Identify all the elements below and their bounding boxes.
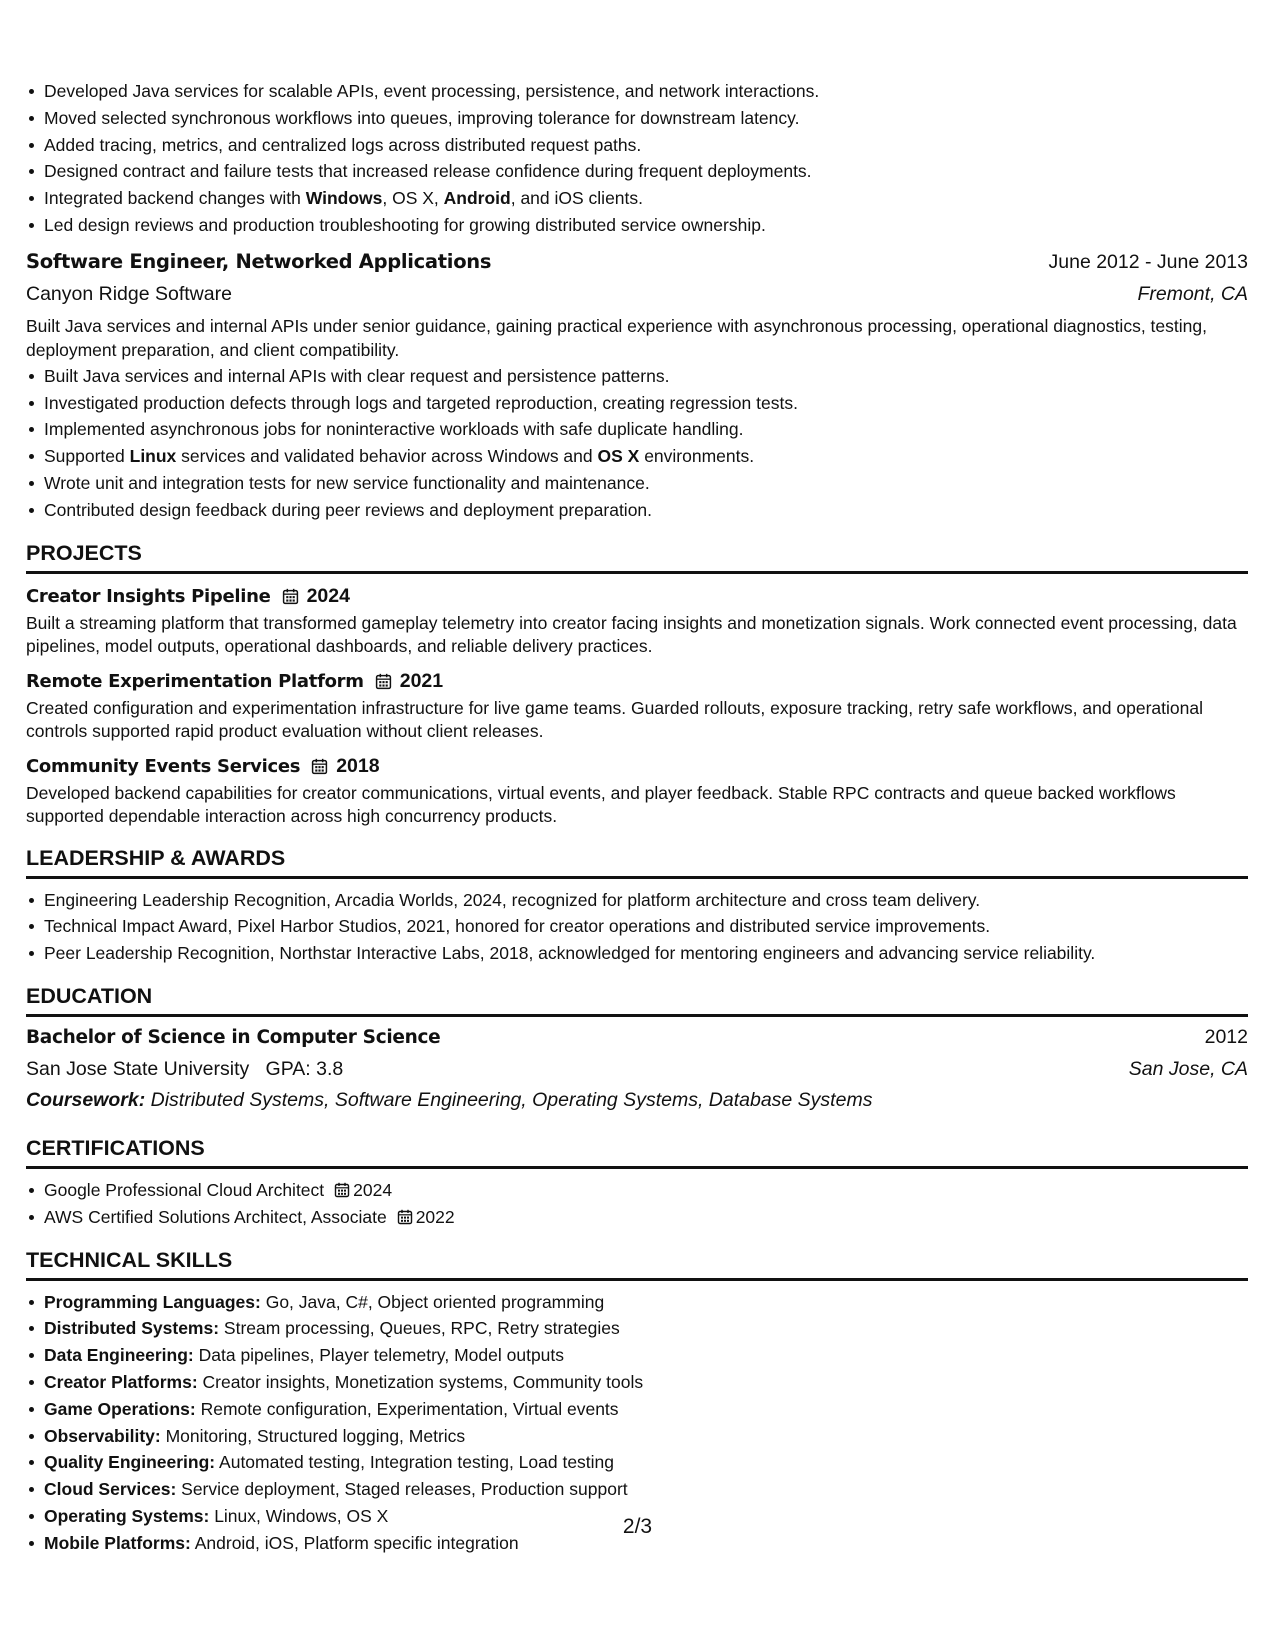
skill-label: Observability: <box>44 1425 161 1446</box>
calendar-icon <box>311 758 328 775</box>
education-degree: Bachelor of Science in Computer Science <box>26 1026 441 1048</box>
certification-year: 2024 <box>353 1179 393 1200</box>
education-school-line <box>26 1058 343 1081</box>
project-name: Remote Experimentation Platform <box>26 670 364 692</box>
list-item: Built Java services and internal APIs with clear request and persistence patterns. <box>44 363 1248 390</box>
skill-value: Android, iOS, Platform specific integration <box>190 1532 519 1553</box>
bullet-text: environments. <box>639 446 755 467</box>
skill-label: Programming Languages: <box>44 1291 261 1312</box>
skill-value: Remote configuration, Experimentation, Virtual events <box>195 1398 619 1419</box>
calendar-icon <box>375 673 392 690</box>
list-item: Implemented asynchronous jobs for noninteractive workloads with safe duplicate handling. <box>44 416 1248 443</box>
job-company: Canyon Ridge Software <box>26 282 232 305</box>
page-number: 2/3 <box>622 1515 653 1538</box>
education-gpa: GPA: 3.8 <box>265 1057 344 1080</box>
bullet-text: Supported <box>44 446 130 467</box>
calendar-icon <box>334 1182 350 1198</box>
list-item <box>44 1315 1248 1342</box>
education-coursework <box>26 1089 1248 1112</box>
list-item: Moved selected synchronous workflows into queues, improving tolerance for downstream latency. <box>44 105 1248 132</box>
list-item <box>44 1342 1248 1369</box>
bullet-keyword: OS X <box>597 446 640 467</box>
list-item <box>44 1177 1248 1204</box>
list-item: Wrote unit and integration tests for new service functionality and maintenance. <box>44 470 1248 497</box>
skill-value: Linux, Windows, OS X <box>209 1505 389 1526</box>
skill-value: Stream processing, Queues, RPC, Retry strategies <box>219 1318 620 1339</box>
bullet-keyword: Android <box>443 188 511 209</box>
skill-label: Operating Systems: <box>44 1505 210 1526</box>
job-subheader <box>26 283 1248 306</box>
job-title: Software Engineer, Networked Applications <box>26 249 492 273</box>
skill-label: Mobile Platforms: <box>44 1532 191 1553</box>
bullet-text: , OS X, <box>382 188 444 209</box>
certification-name: AWS Certified Solutions Architect, Associate <box>44 1206 387 1227</box>
project-year: 2018 <box>336 754 380 777</box>
project-name: Creator Insights Pipeline <box>26 585 271 607</box>
project-description: Built a streaming platform that transformed gameplay telemetry into creator facing insights and monetization signals. Work connected event processing, data pipelines, model outputs, operational dashboards, and reliable delivery practices. <box>26 612 1237 657</box>
resume-page <box>26 78 1248 1557</box>
project-header <box>26 585 1248 608</box>
project-description: Developed backend capabilities for creator communications, virtual events, and player feedback. Stable RPC contracts and queue backed workflows supported dependable interaction across high concurrency products. <box>26 782 1176 827</box>
list-item: Added tracing, metrics, and centralized logs across distributed request paths. <box>44 132 1248 159</box>
list-item: Designed contract and failure tests that increased release confidence during frequent deployments. <box>44 158 1248 185</box>
skill-label: Game Operations: <box>44 1398 196 1419</box>
education-school: San Jose State University <box>26 1057 250 1080</box>
certification-year: 2022 <box>415 1206 455 1227</box>
list-item: Contributed design feedback during peer reviews and deployment preparation. <box>44 497 1248 524</box>
list-item <box>44 1449 1248 1476</box>
bullet-text: , and iOS clients. <box>510 188 644 209</box>
list-item <box>44 1476 1248 1503</box>
job-header <box>26 250 1248 274</box>
coursework-label: Coursework: <box>26 1088 146 1111</box>
calendar-icon <box>282 588 299 605</box>
skill-label: Distributed Systems: <box>44 1318 220 1339</box>
list-item: Peer Leadership Recognition, Northstar Interactive Labs, 2018, acknowledged for mentoring engineers and advancing service reliability. <box>44 940 1248 967</box>
list-item: Investigated production defects through logs and targeted reproduction, creating regression tests. <box>44 390 1248 417</box>
skill-value: Automated testing, Integration testing, Load testing <box>215 1452 615 1473</box>
skill-value: Creator insights, Monetization systems, Community tools <box>197 1371 644 1392</box>
awards-list <box>26 887 1248 967</box>
certifications-list <box>26 1177 1248 1231</box>
project-header <box>26 670 1248 693</box>
skill-value: Monitoring, Structured logging, Metrics <box>160 1425 466 1446</box>
project-year: 2021 <box>399 669 444 692</box>
education-header <box>26 1026 1248 1049</box>
list-item: Led design reviews and production troubleshooting for growing distributed service ownership. <box>44 212 1248 239</box>
experience-bullets-previous <box>26 78 1248 239</box>
job-summary: Built Java services and internal APIs under senior guidance, gaining practical experience with asynchronous processing, operational diagnostics, testing, deployment preparation, and client compatibility. <box>26 315 1207 361</box>
list-item <box>44 1204 1248 1231</box>
coursework-list: Distributed Systems, Software Engineering, Operating Systems, Database Systems <box>150 1088 873 1111</box>
bullet-keyword: Linux <box>129 446 177 467</box>
certification-name: Google Professional Cloud Architect <box>44 1179 325 1200</box>
skill-value: Data pipelines, Player telemetry, Model outputs <box>193 1345 565 1366</box>
project-header <box>26 755 1248 778</box>
skill-label: Creator Platforms: <box>44 1371 198 1392</box>
list-item: Technical Impact Award, Pixel Harbor Studios, 2021, honored for creator operations and distributed service improvements. <box>44 913 1248 940</box>
bullet-text: Integrated backend changes with <box>44 188 306 209</box>
job-location: Fremont, CA <box>1137 282 1248 305</box>
calendar-icon <box>397 1209 413 1225</box>
section-title-awards: LEADERSHIP & AWARDS <box>26 846 1248 879</box>
section-title-projects: PROJECTS <box>26 541 1248 574</box>
list-item: Engineering Leadership Recognition, Arcadia Worlds, 2024, recognized for platform architecture and cross team delivery. <box>44 887 1248 914</box>
list-item: Developed Java services for scalable APIs, event processing, persistence, and network interactions. <box>44 78 1248 105</box>
bullet-keyword: Windows <box>305 188 383 209</box>
skill-value: Go, Java, C#, Object oriented programming <box>260 1291 605 1312</box>
job-bullets <box>26 363 1248 524</box>
list-item <box>44 1423 1248 1450</box>
list-item <box>44 1396 1248 1423</box>
bullet-text: services and validated behavior across Windows and <box>176 446 598 467</box>
skill-value: Service deployment, Staged releases, Production support <box>176 1479 628 1500</box>
section-title-certifications: CERTIFICATIONS <box>26 1136 1248 1169</box>
job-dates: June 2012 - June 2013 <box>1048 250 1248 273</box>
education-year: 2012 <box>1204 1025 1248 1048</box>
skill-label: Quality Engineering: <box>44 1452 216 1473</box>
project-year: 2024 <box>306 584 350 607</box>
skill-label: Data Engineering: <box>44 1345 194 1366</box>
list-item <box>44 185 1248 212</box>
skill-label: Cloud Services: <box>44 1479 177 1500</box>
list-item <box>44 1289 1248 1316</box>
section-title-education: EDUCATION <box>26 984 1248 1017</box>
list-item <box>44 443 1248 470</box>
education-subheader <box>26 1058 1248 1081</box>
project-description: Created configuration and experimentation infrastructure for live game teams. Guarded rollouts, exposure tracking, retry safe workflows, and operational controls supported rapid product evaluation without client releases. <box>26 697 1203 742</box>
project-name: Community Events Services <box>26 755 301 777</box>
education-location: San Jose, CA <box>1128 1057 1248 1080</box>
list-item <box>44 1369 1248 1396</box>
section-title-skills: TECHNICAL SKILLS <box>26 1248 1248 1281</box>
